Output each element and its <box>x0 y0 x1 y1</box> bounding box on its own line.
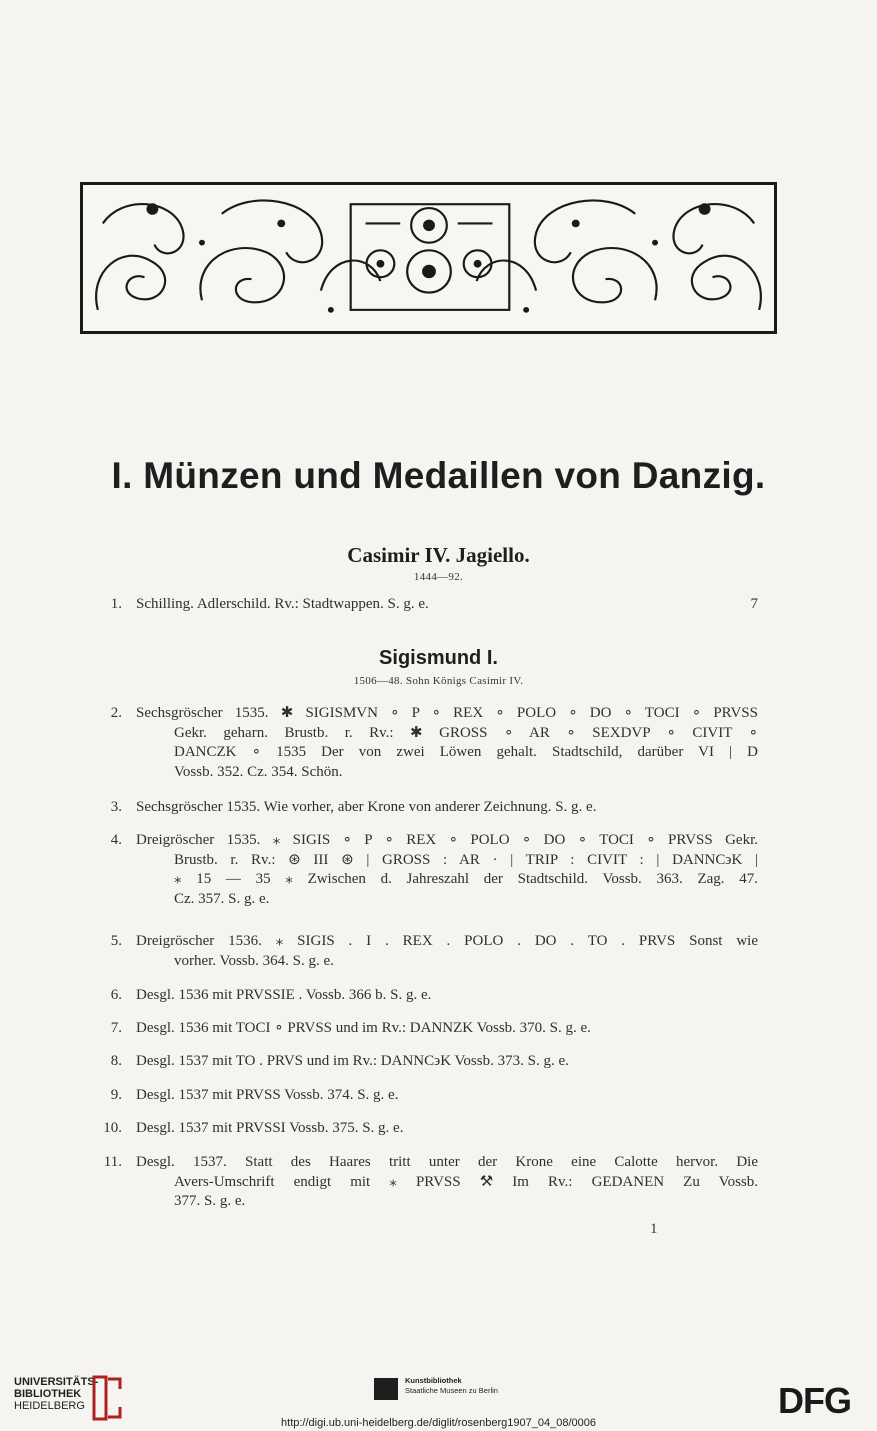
kb-line: Staatliche Museen zu Berlin <box>405 1386 498 1395</box>
university-logo-icon <box>90 1375 124 1421</box>
entry-number: 8. <box>110 1053 122 1069</box>
ornament-graphic <box>83 185 774 331</box>
entry-price: 7 <box>750 596 758 612</box>
entry-text: Desgl. 1537. Statt des Haares tritt unter der Krone eine Calotte hervor. Die <box>136 1154 758 1170</box>
entry-text: Sechsgröscher 1535. Wie vorher, aber Krone von anderer Zeichnung. S. g. e. <box>136 799 597 815</box>
entry-number: 4. <box>110 832 122 848</box>
entry-text: Dreigröscher 1535. ⁎ SIGIS ∘ P ∘ REX ∘ POLO ∘ DO ∘ TOCI ∘ PRVSS Gekr. <box>136 832 758 848</box>
catalog-entry <box>92 595 758 615</box>
university-library-label <box>14 1376 98 1412</box>
entry-text: Schilling. Adlerschild. Rv.: Stadtwappen. S. g. e. <box>136 596 429 612</box>
entry-number: 9. <box>110 1087 122 1103</box>
ornamental-header-image <box>80 182 777 334</box>
entry-number: 7. <box>110 1020 122 1036</box>
uni-line: UNIVERSITÄTS- <box>14 1376 99 1388</box>
entry-text: Dreigröscher 1536. ⁎ SIGIS . I . REX . POLO . DO . TO . PRVS Sonst wie <box>136 933 758 949</box>
entry-text: Desgl. 1537 mit TO . PRVS und im Rv.: DANNC϶K Vossb. 373. S. g. e. <box>136 1053 569 1069</box>
entry-text: Brustb. r. Rv.: ⊛ III ⊛ | GROSS : AR · | TRIP : CIVIT : | DANNC϶K | <box>174 851 758 868</box>
dfg-logo: DFG <box>778 1380 851 1421</box>
entry-number: 2. <box>110 705 122 721</box>
kunstbibliothek-label <box>405 1376 498 1396</box>
page-title: I. Münzen und Medaillen von Danzig. <box>111 455 766 496</box>
entry-text: Sechsgröscher 1535. ✱ SIGISMVN ∘ P ∘ REX ∘ POLO ∘ DO ∘ TOCI ∘ PRVSS <box>136 705 758 721</box>
section-heading-casimir: Casimir IV. Jagiello. <box>347 543 530 567</box>
entry-number: 10. <box>103 1120 122 1136</box>
entry-text: 377. S. g. e. <box>174 1193 246 1209</box>
uni-line: HEIDELBERG <box>14 1400 85 1412</box>
entry-number: 5. <box>110 933 122 949</box>
kunstbibliothek-logo-icon <box>374 1378 398 1400</box>
entry-number: 6. <box>110 987 122 1003</box>
entry-text: ⁎ 15 — 35 ⁎ Zwischen d. Jahreszahl der Stadtschild. Vossb. 363. Zag. 47. <box>174 871 758 887</box>
entry-number: 11. <box>103 1154 122 1170</box>
section-heading-sigismund: Sigismund I. <box>379 647 498 669</box>
source-url[interactable]: http://digi.ub.uni-heidelberg.de/diglit/rosenberg1907_04_08/0006 <box>281 1417 596 1429</box>
entry-text: Cz. 357. S. g. e. <box>174 890 270 907</box>
entry-number: 1. <box>110 596 122 612</box>
kb-line: Kunstbibliothek <box>405 1376 462 1385</box>
entry-text: Desgl. 1536 mit TOCI ∘ PRVSS und im Rv.: DANNZK Vossb. 370. S. g. e. <box>136 1020 591 1036</box>
entry-text: vorher. Vossb. 364. S. g. e. <box>174 952 334 969</box>
uni-line: BIBLIOTHEK <box>14 1388 82 1400</box>
entry-number: 3. <box>110 799 122 815</box>
entry-text: DANCZK ∘ 1535 Der von zwei Löwen gehalt. Stadtschild, darüber VI | D <box>174 744 758 760</box>
section-dates-casimir: 1444—92. <box>413 571 464 583</box>
entry-text: Desgl. 1536 mit PRVSSIE . Vossb. 366 b. S. g. e. <box>136 987 432 1003</box>
entry-text: Gekr. geharn. Brustb. r. Rv.: ✱ GROSS ∘ AR ∘ SEXDVP ∘ CIVIT ∘ <box>174 724 758 741</box>
entry-text: Avers-Umschrift endigt mit ⁎ PRVSS ⚒ Im Rv.: GEDANEN Zu Vossb. <box>174 1173 758 1190</box>
entry-text: Vossb. 352. Cz. 354. Schön. <box>174 763 343 780</box>
entry-text: Desgl. 1537 mit PRVSSI Vossb. 375. S. g. e. <box>136 1120 404 1136</box>
section-dates-sigismund: 1506—48. Sohn Königs Casimir IV. <box>353 675 524 687</box>
page-number: 1 <box>650 1221 658 1237</box>
entry-text: Desgl. 1537 mit PRVSS Vossb. 374. S. g. e. <box>136 1087 399 1103</box>
